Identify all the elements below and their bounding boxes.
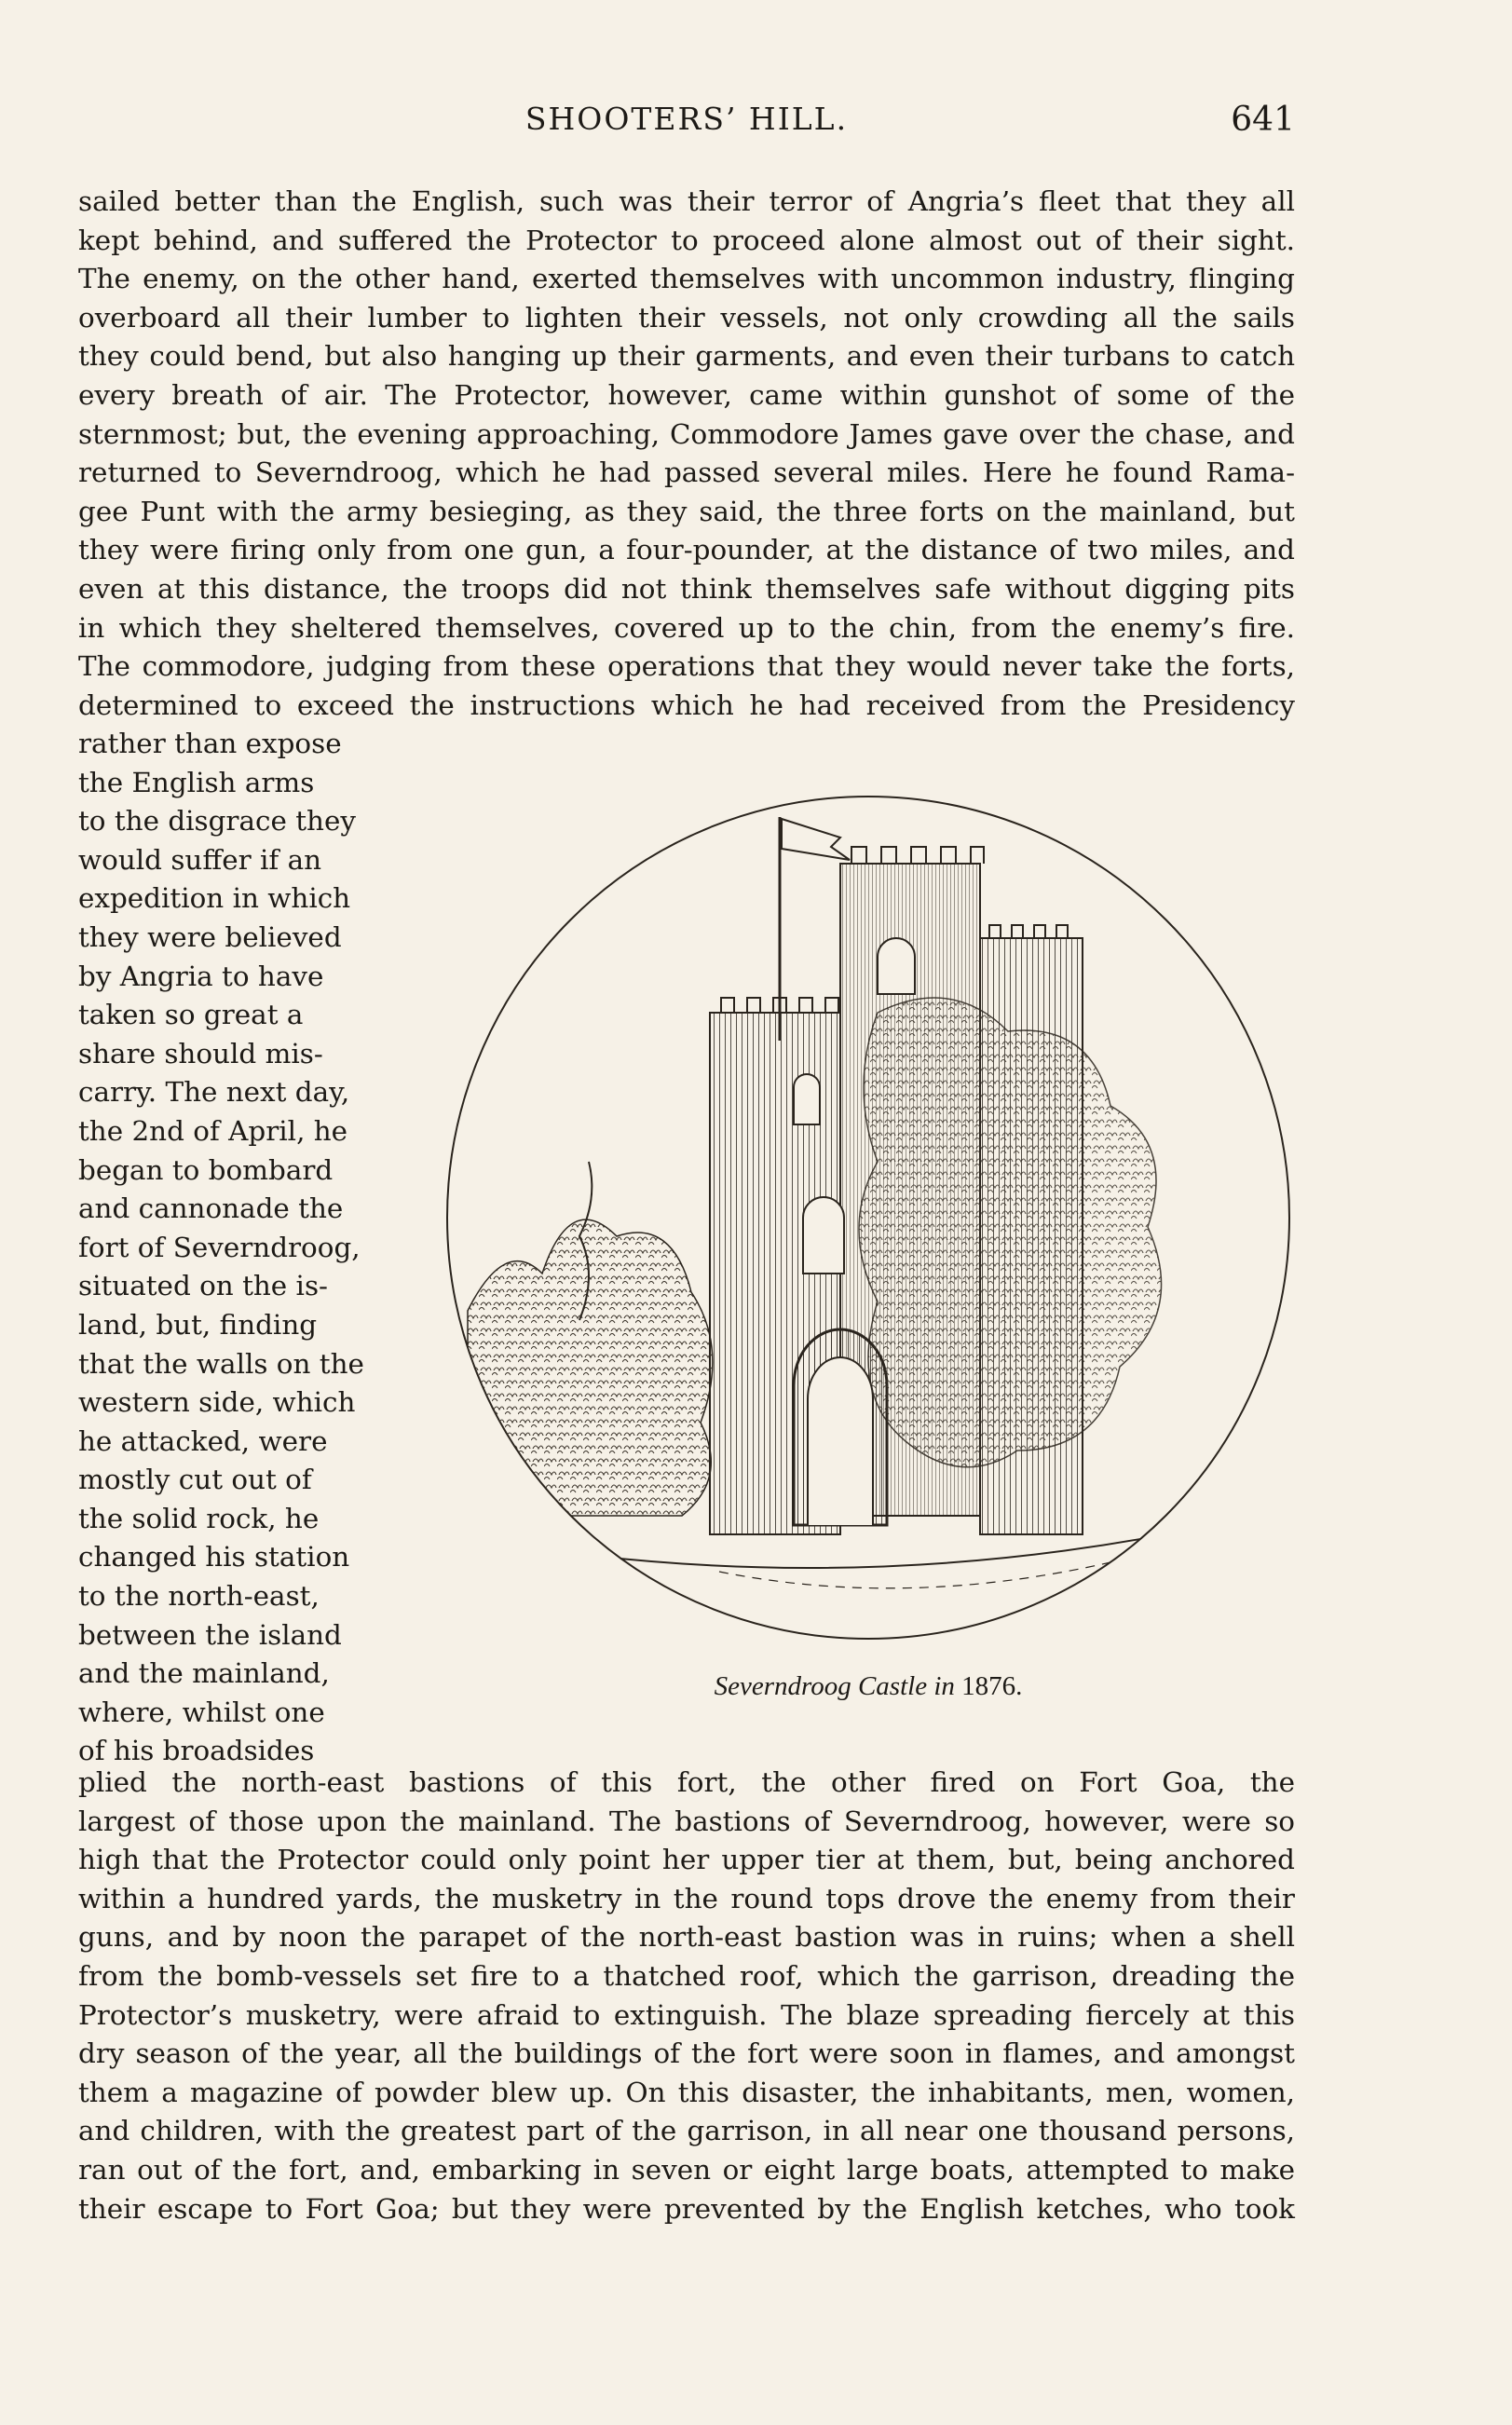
running-title: SHOOTERS’ HILL. (524, 101, 849, 137)
text-line: high that the Protector could only point her upper tier at them, but, being anchored (78, 1844, 1295, 1876)
text-line: The enemy, on the other hand, exerted themselves with uncommon industry, flinging (78, 263, 1295, 295)
caption-year: 1876. (961, 1671, 1023, 1701)
text-line: carry. The next day, (78, 1076, 350, 1109)
text-line: plied the north-east bastions of this fort, the other fired on Fort Goa, the (78, 1766, 1295, 1798)
text-line: of his broadsides (78, 1735, 315, 1767)
text-line: in which they sheltered themselves, covered up to the chin, from the enemy’s fire. (78, 611, 1295, 644)
text-line: the solid rock, he (78, 1502, 320, 1534)
tower-window (878, 938, 915, 994)
flag (782, 819, 850, 860)
text-line: sailed better than the English, such was their terror of Angria’s fleet that they all (78, 185, 1295, 217)
page-number: 641 (1231, 101, 1295, 139)
text-line: from the bomb-vessels set fire to a thatched roof, which the garrison, dreading the (78, 1959, 1295, 1992)
text-line: returned to Severndroog, which he had passed several miles. Here he found Rama- (78, 456, 1295, 489)
tree-foliage (859, 998, 1162, 1467)
text-line: they were believed (78, 920, 342, 953)
text-line: expedition in which (78, 882, 351, 915)
text-line: overboard all their lumber to lighten their vessels, not only crowding all the sails (78, 301, 1295, 334)
text-line: every breath of air. The Protector, however, came within gunshot of some of the (78, 378, 1295, 411)
text-line: fort of Severndroog, (78, 1231, 361, 1263)
paragraph-bottom (78, 1764, 1295, 2228)
tower-window (803, 1197, 844, 1274)
running-head (78, 101, 1295, 145)
text-line: dry season of the year, all the buildings of the fort were soon in flames, and amongst (78, 2037, 1295, 2070)
text-line: within a hundred yards, the musketry in the round tops drove the enemy from their (78, 1882, 1295, 1914)
tower-window (794, 1074, 820, 1124)
text-line: kept behind, and suffered the Protector to proceed alone almost out of their sight. (78, 224, 1295, 256)
text-line: determined to exceed the instructions which he had received from the Presidency (78, 688, 1295, 721)
text-line: mostly cut out of (78, 1464, 312, 1496)
paragraph-top (78, 183, 1295, 725)
text-line: they could bend, but also hanging up their garments, and even their turbans to catch (78, 340, 1295, 373)
tree-foliage (468, 1219, 713, 1516)
text-line: sternmost; but, the evening approaching, Commodore James gave over the chase, and (78, 417, 1295, 450)
text-line: land, but, finding (78, 1308, 318, 1341)
text-line: The commodore, judging from these operations that they would never take the forts, (78, 650, 1295, 683)
text-line: where, whilst one (78, 1696, 325, 1728)
text-line: would suffer if an (78, 843, 322, 876)
text-line: he attacked, were (78, 1424, 328, 1457)
ground-line (570, 1534, 1166, 1568)
text-line: began to bombard (78, 1153, 334, 1186)
caption-italic: Severndroog Castle in (714, 1671, 955, 1701)
text-line: and children, with the greatest part of the garrison, in all near one thousand persons, (78, 2115, 1295, 2147)
text-line: guns, and by noon the parapet of the north-east bastion was in ruins; when a shell (78, 1921, 1295, 1954)
text-line: the English arms (78, 766, 315, 798)
text-line: to the north-east, (78, 1580, 320, 1613)
text-line: the 2nd of April, he (78, 1114, 348, 1147)
text-line: and cannonade the (78, 1192, 344, 1225)
text-line: they were firing only from one gun, a four-pounder, at the distance of two miles, and (78, 534, 1295, 566)
text-line: changed his station (78, 1541, 350, 1574)
text-line: ran out of the fort, and, embarking in seven or eight large boats, attempted to make (78, 2153, 1295, 2186)
text-line: to the disgrace they (78, 805, 356, 838)
text-line: Protector’s musketry, were afraid to extinguish. The blaze spreading fiercely at this (78, 1998, 1295, 2031)
text-line: gee Punt with the army besieging, as they said, the three forts on the mainland, but (78, 495, 1295, 527)
text-line: and the mainland, (78, 1657, 330, 1690)
text-line: by Angria to have (78, 960, 324, 992)
text-line: them a magazine of powder blew up. On this disaster, the inhabitants, men, women, (78, 2076, 1295, 2108)
castle-engraving (440, 789, 1297, 1646)
paragraph-wrap (78, 725, 386, 1771)
text-line: situated on the is- (78, 1270, 328, 1302)
text-line: even at this distance, the troops did not think themselves safe without digging pits (78, 572, 1295, 605)
text-line: largest of those upon the mainland. The bastions of Severndroog, however, were so (78, 1805, 1295, 1837)
text-line: their escape to Fort Goa; but they were prevented by the English ketches, who took (78, 2192, 1295, 2225)
text-line: that the walls on the (78, 1347, 364, 1380)
text-line: western side, which (78, 1386, 356, 1419)
text-line: share should mis- (78, 1037, 323, 1069)
text-line: taken so great a (78, 999, 304, 1031)
text-line: rather than expose (78, 728, 342, 759)
text-line: between the island (78, 1618, 342, 1651)
figure-caption (440, 1671, 1297, 1702)
